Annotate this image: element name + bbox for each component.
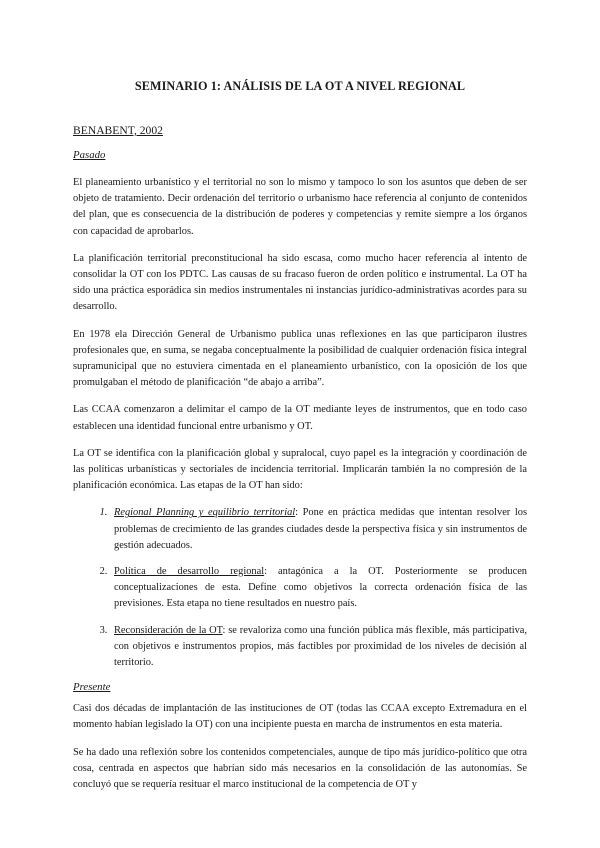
list-item xyxy=(110,623,527,672)
list-item xyxy=(110,564,527,613)
list-item xyxy=(110,505,527,554)
paragraph: En 1978 ela Dirección General de Urbanismo publica unas reflexiones en las que participaron ilustres profesionales que, en suma, se negaba conceptualmente la posibilidad de cualquier ordenación física integral supramunicipal que no estuviera cimentada en el planeamiento urbanístico, con la oposición de los que promulgaban el método de planificación “de abajo a arriba”. xyxy=(73,328,527,389)
section-heading-present: Presente xyxy=(73,681,111,694)
stage-text: : antagónica a la OT. Posteriormente se producen conceptualizaciones de esta. Define como objetivos la correcta ordenación física de las previsiones. Esta etapa no tiene resultados en nuestro país. xyxy=(114,566,528,610)
stage-text: : Pone en práctica medidas que intentan resolver los problemas de crecimiento de las grandes ciudades desde la perspectiva física y sin instrumentos de gestión adecuados. xyxy=(114,507,527,551)
stage-label: Reconsideración de la OT xyxy=(114,624,223,636)
paragraph: El planeamiento urbanístico y el territorial no son lo mismo y tampoco lo son los asuntos que deben de ser objeto de tratamiento. Decir ordenación del territorio o urbanismo hace referencia al conjunto de contenidos del plan, que es consecuencia de la distribución de poderes y competencias y remite siempre a los órganos con capacidad de aprobarlos. xyxy=(73,177,527,237)
paragraph: Casi dos décadas de implantación de las instituciones de OT (todas las CCAA excepto Extremadura en el momento habían legislado la OT) con una incipiente puesta en marcha de instrumentos en esta materia. xyxy=(73,703,527,731)
stage-label: Regional Planning y equilibrio territorial xyxy=(114,507,296,519)
stage-label: Política de desarrollo regional xyxy=(114,566,265,578)
section-heading-past: Pasado xyxy=(73,149,106,161)
document-title: SEMINARIO 1: ANÁLISIS DE LA OT A NIVEL REGIONAL xyxy=(134,79,466,93)
paragraph: La OT se identifica con la planificación global y supralocal, cuyo papel es la integración y coordinación de las políticas urbanísticas y sectoriales de incidencia territorial. Implicarán también la no compresión de la planificación económica. Las etapas de la OT han sido: xyxy=(73,447,527,492)
stages-list xyxy=(73,505,527,671)
paragraph: Las CCAA comenzaron a delimitar el campo de la OT mediante leyes de instrumentos, que en todo caso establecen una identidad funcional entre urbanismo y OT. xyxy=(73,404,527,432)
paragraph: La planificación territorial preconstitucional ha sido escasa, como mucho hacer referencia al intento de consolidar la OT con los PDTC. Las causas de su fracaso fueron de orden político e instrumental. La OT ha sido una práctica esporádica sin medios instrumentales ni instancias jurídico-administrativas acordes para su desarrollo. xyxy=(73,252,527,313)
paragraph: Se ha dado una reflexión sobre los contenidos competenciales, aunque de tipo más jurídico-político que otra cosa, centrada en aspectos que habrían sido más necesarios en la consolidación de las autonomías. Se concluyó que se requería resituar el marco institucional de la competencia de OT y xyxy=(73,746,527,791)
stage-text: : se revaloriza como una función pública más flexible, más participativa, con objetivos e instrumentos propios, más factibles por proximidad de los niveles de decisión al territorio. xyxy=(114,624,527,669)
author-reference: BENABENT, 2002 xyxy=(73,124,163,137)
